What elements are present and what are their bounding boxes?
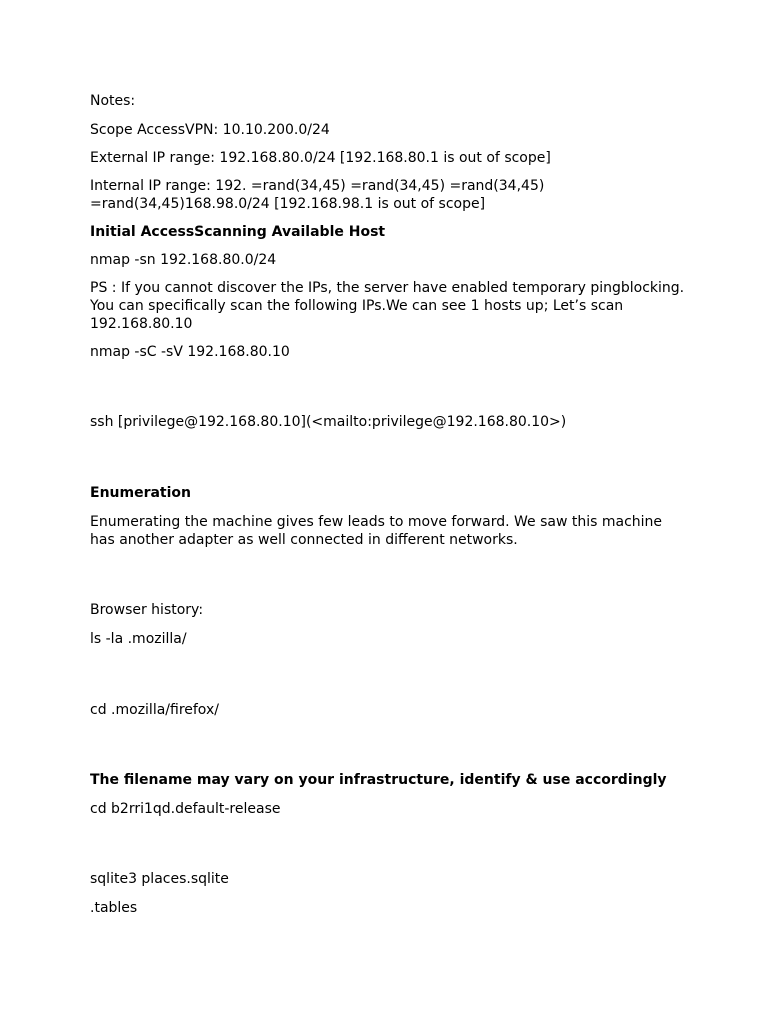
nmap-scsv-command: nmap -sC -sV 192.168.80.10 (90, 344, 290, 360)
ps-note-text (90, 279, 690, 333)
enumeration-line-2: has another adapter as well connected in different networks. (90, 532, 518, 548)
ps-note-line-2: You can specifically scan the following IPs.We can see 1 hosts up; Let’s scan (90, 298, 624, 314)
enumeration-heading: Enumeration (90, 485, 192, 501)
external-ip-range-text: External IP range: 192.168.80.0/24 [192.168.80.1 is out of scope] (90, 150, 551, 166)
scope-vpn-text: Scope AccessVPN: 10.10.200.0/24 (90, 122, 330, 138)
browser-history-label: Browser history: (90, 602, 204, 618)
notes-label: Notes: (90, 93, 136, 109)
tables-command: .tables (90, 900, 138, 916)
cd-profile-command: cd b2rri1qd.default-release (90, 801, 281, 817)
enumeration-line-1: Enumerating the machine gives few leads to move forward. We saw this machine (90, 514, 663, 530)
nmap-sn-command: nmap -sn 192.168.80.0/24 (90, 252, 277, 268)
initial-access-heading: Initial AccessScanning Available Host (90, 224, 386, 240)
enumeration-text (90, 513, 690, 549)
internal-range-line-1: Internal IP range: 192. =rand(34,45) =rand(34,45) =rand(34,45) (90, 178, 545, 194)
filename-note-heading: The filename may vary on your infrastructure, identify & use accordingly (90, 772, 667, 788)
sqlite-command: sqlite3 places.sqlite (90, 871, 229, 887)
cd-firefox-command: cd .mozilla/firefox/ (90, 702, 219, 718)
internal-ip-range-text (90, 177, 690, 213)
ps-note-line-3: 192.168.80.10 (90, 316, 193, 332)
ps-note-line-1: PS : If you cannot discover the IPs, the server have enabled temporary pingblocking. (90, 280, 685, 296)
ls-mozilla-command: ls -la .mozilla/ (90, 631, 187, 647)
internal-range-line-2: =rand(34,45)168.98.0/24 [192.168.98.1 is out of scope] (90, 196, 486, 212)
ssh-command: ssh [privilege@192.168.80.10](<mailto:privilege@192.168.80.10>) (90, 414, 567, 430)
